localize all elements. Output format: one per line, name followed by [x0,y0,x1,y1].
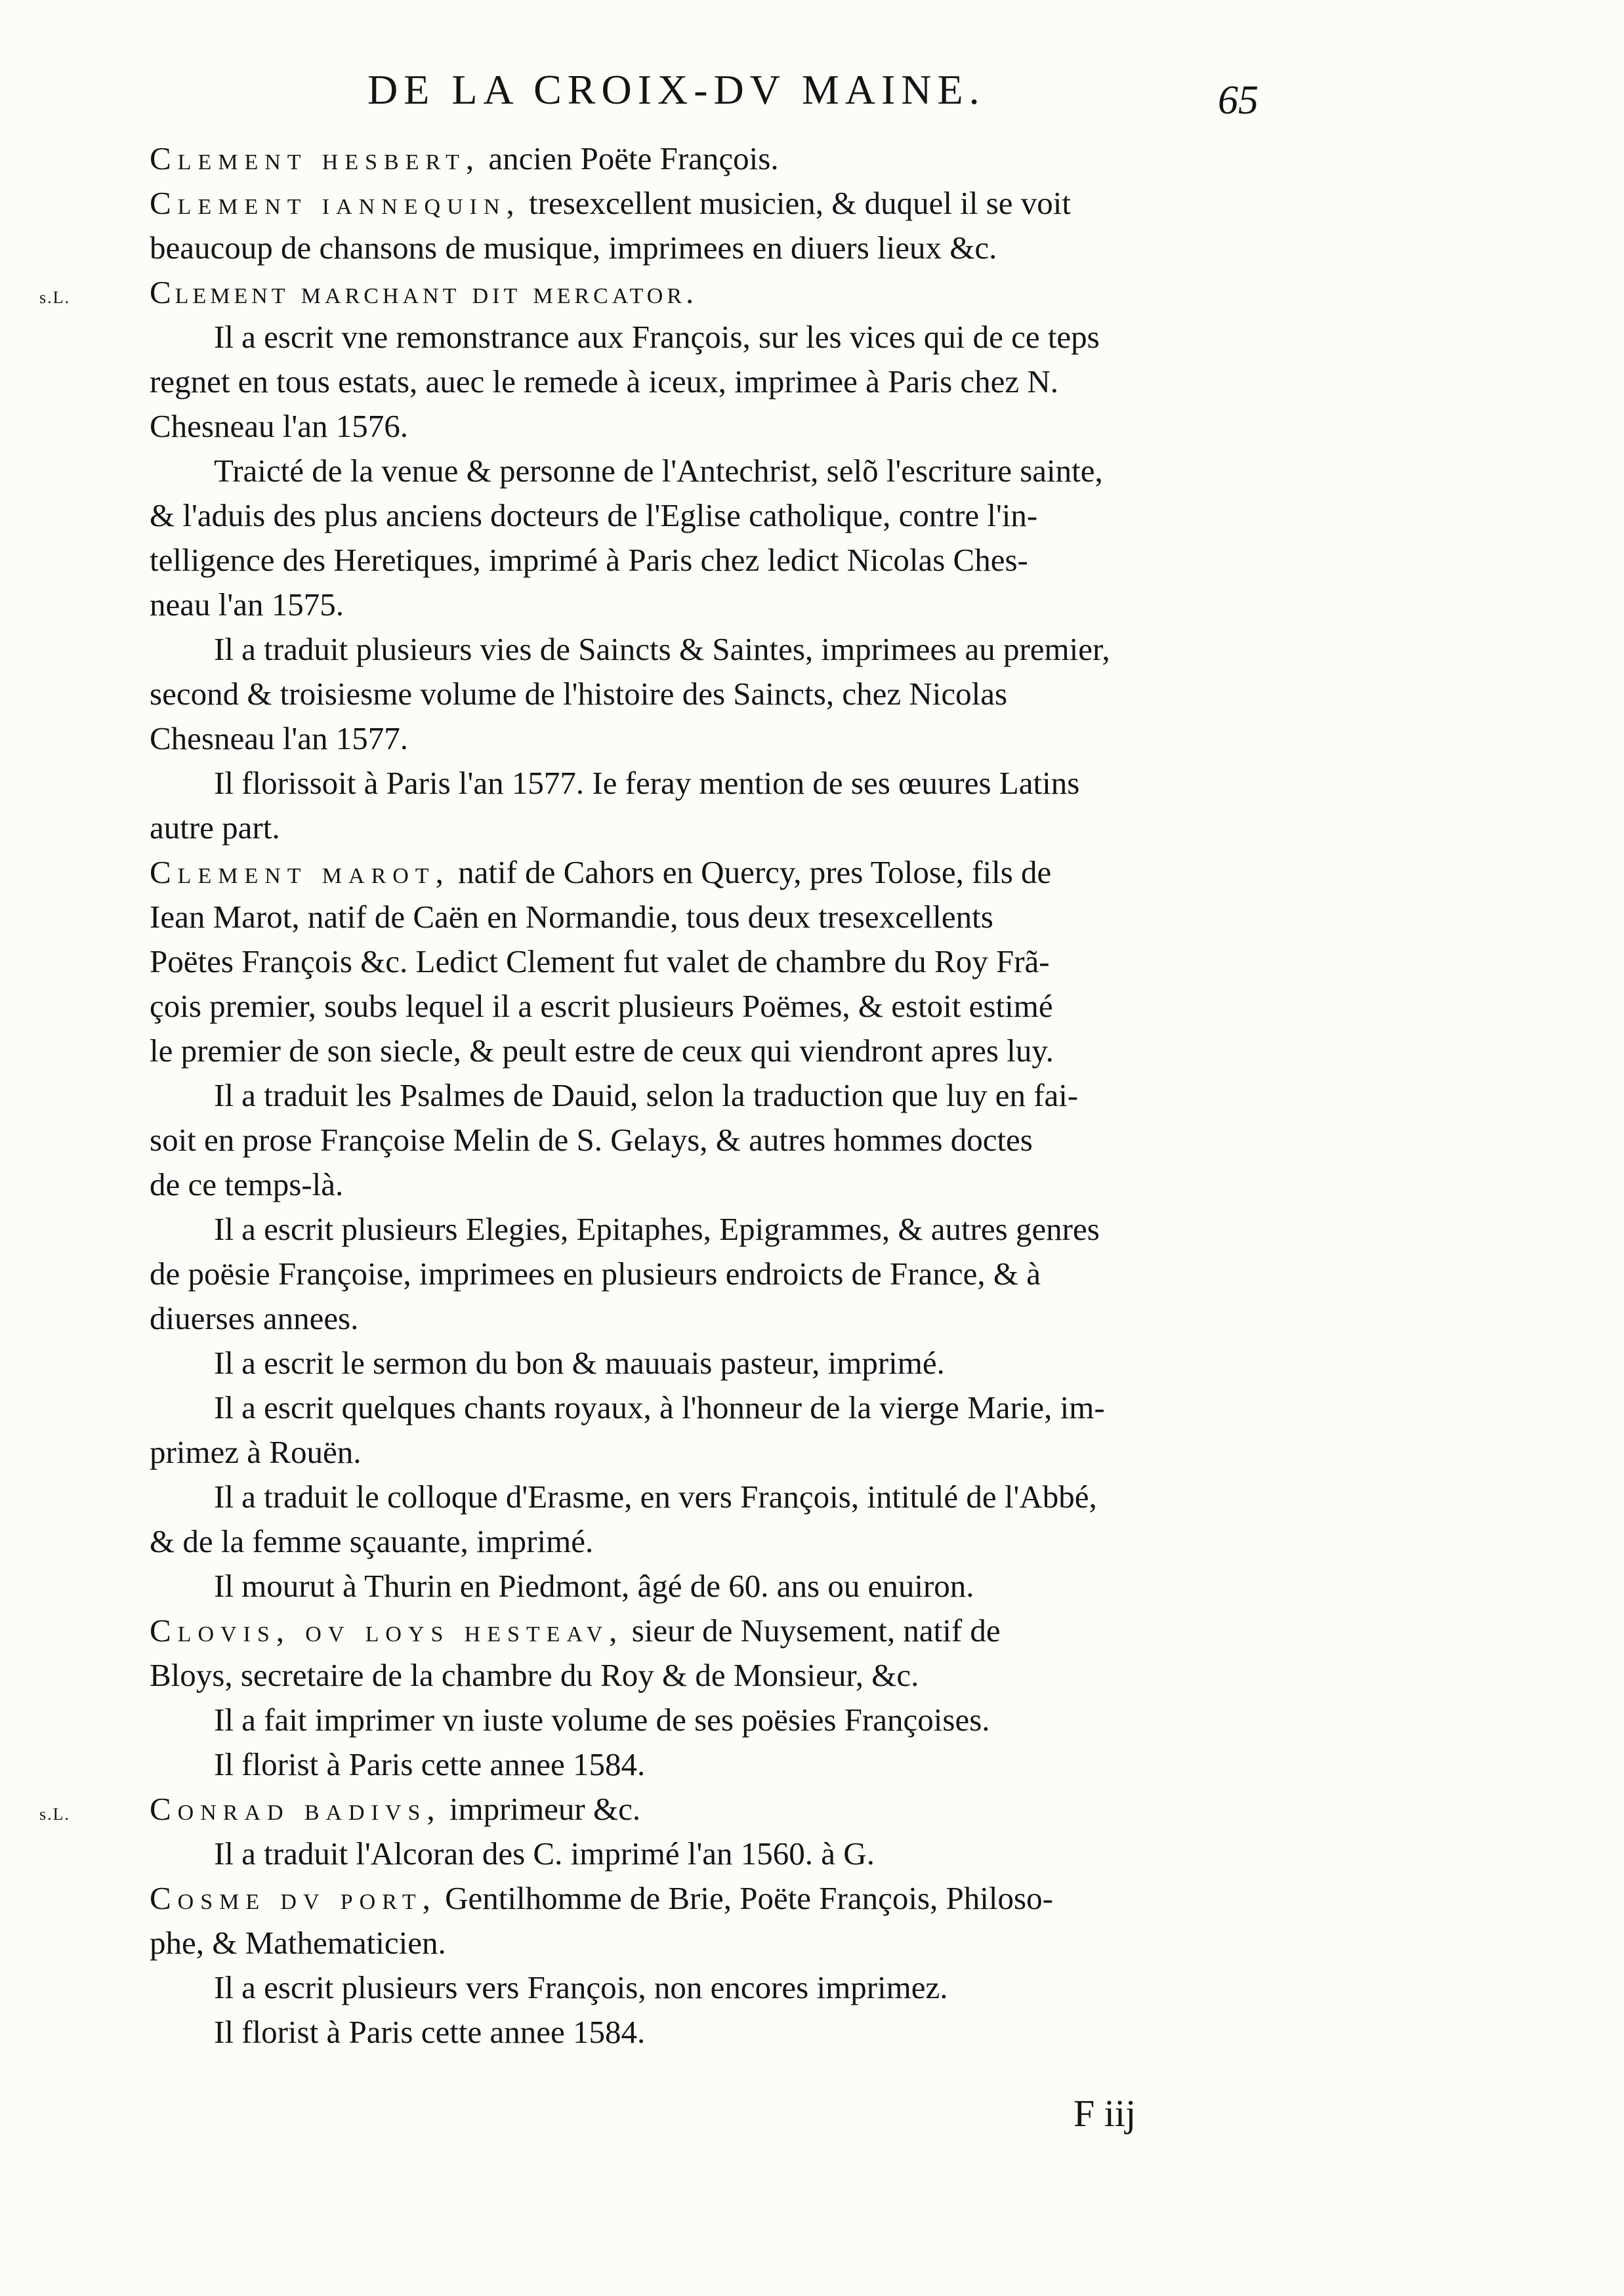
entry-line: Il a traduit les Psalmes de Dauid, selon la traduction que luy en fai- [214,1077,1079,1113]
entry-line: Il florist à Paris cette annee 1584. [214,2014,646,2050]
entry-name: Conrad badivs, [150,1791,442,1827]
entry-line: neau l'an 1575. [150,586,344,623]
signature-mark: F iij [1073,2092,1136,2135]
entry-name: Clement iannequin, [150,185,521,221]
entry-line [39,1787,1285,1832]
entry-line: Il florist à Paris cette annee 1584. [214,1746,646,1782]
entry-line: beaucoup de chansons de musique, imprimees en diuers lieux &c. [150,230,997,266]
entry-line [150,1609,1285,1653]
entry-line: Poëtes François &c. Ledict Clement fut valet de chambre du Roy Frã- [150,943,1050,979]
entry-line: Il a traduit le colloque d'Erasme, en vers François, intitulé de l'Abbé, [214,1479,1097,1515]
page-number: 65 [1218,78,1259,123]
entry-line: & l'aduis des plus anciens docteurs de l'Eglise catholique, contre l'in- [150,497,1038,533]
entry-text: sieur de Nuysement, natif de [623,1612,1001,1649]
entry-line: Il a fait imprimer vn iuste volume de ses poësies Françoises. [214,1702,990,1738]
entry-line: Il a escrit quelques chants royaux, à l'honneur de la vierge Marie, im- [214,1389,1105,1425]
entry-line: phe, & Mathematicien. [150,1925,446,1961]
entry-line [150,850,1285,895]
entry-line: Chesneau l'an 1577. [150,720,408,756]
entry-line: primez à Rouën. [150,1434,362,1470]
entry-line: & de la femme sçauante, imprimé. [150,1523,594,1559]
entry-line: telligence des Heretiques, imprimé à Paris chez ledict Nicolas Ches- [150,542,1028,578]
entry-line [150,136,1285,181]
entry-line: Bloys, secretaire de la chambre du Roy & de Monsieur, &c. [150,1657,919,1693]
entry-line: çois premier, soubs lequel il a escrit plusieurs Poëmes, & estoit estimé [150,988,1053,1024]
entry-line: regnet en tous estats, auec le remede à iceux, imprimee à Paris chez N. [150,363,1059,400]
entry-text: tresexcellent musicien, & duquel il se voit [520,185,1072,221]
entry-line: de ce temps-là. [150,1166,344,1202]
margin-note: s.L. [39,1805,70,1824]
entry-name: Cosme dv port, [150,1880,437,1916]
entry-line: Traicté de la venue & personne de l'Antechrist, selõ l'escriture sainte, [214,453,1103,489]
entry-line: Il mourut à Thurin en Piedmont, âgé de 60. ans ou enuiron. [214,1568,974,1604]
entry-line [150,181,1285,226]
entry-line: soit en prose Françoise Melin de S. Gelays, & autres hommes doctes [150,1122,1033,1158]
entry-line: Iean Marot, natif de Caën en Normandie, tous deux tresexcellents [150,899,993,935]
entry-line: Il a escrit vne remonstrance aux François, sur les vices qui de ce teps [214,319,1100,355]
entry-line: Il florissoit à Paris l'an 1577. Ie feray mention de ses œuures Latins [214,765,1080,801]
entry-line: Il a escrit plusieurs vers François, non encores imprimez. [214,1969,948,2005]
entry-line: Chesneau l'an 1576. [150,408,408,444]
entry-name: Clement marot, [150,854,450,890]
entry-name: Clovis, ov loys hesteav, [150,1612,624,1649]
entry-name: Clement hesbert, [150,140,481,176]
entry-line: autre part. [150,810,280,846]
entry-line: Il a traduit plusieurs vies de Saincts & Saintes, imprimees au premier, [214,631,1110,667]
entry-line: second & troisiesme volume de l'histoire des Saincts, chez Nicolas [150,676,1008,712]
entry-text: natif de Cahors en Quercy, pres Tolose, fils de [449,854,1052,890]
entry-line: diuerses annees. [150,1300,359,1336]
entry-line: de poësie Françoise, imprimees en plusieurs endroicts de France, & à [150,1256,1041,1292]
entry-line: Il a traduit l'Alcoran des C. imprimé l'an 1560. à G. [214,1835,875,1872]
entry-text: ancien Poëte François. [480,140,779,176]
margin-note: s.L. [39,288,70,307]
page-body [39,136,1285,2055]
running-title: DE LA CROIX-DV MAINE. [367,66,986,113]
entry-line [150,1876,1285,1921]
entry-text: imprimeur &c. [441,1791,641,1827]
entry-line: Il a escrit plusieurs Elegies, Epitaphes, Epigrammes, & autres genres [214,1211,1100,1247]
entry-name: Clement marchant dit mercator. [150,274,698,310]
entry-text: Gentilhomme de Brie, Poëte François, Philoso- [436,1880,1053,1916]
entry-line [39,270,1285,315]
entry-line: Il a escrit le sermon du bon & mauuais pasteur, imprimé. [214,1345,945,1381]
entry-line: le premier de son siecle, & peult estre de ceux qui viendront apres luy. [150,1033,1054,1069]
